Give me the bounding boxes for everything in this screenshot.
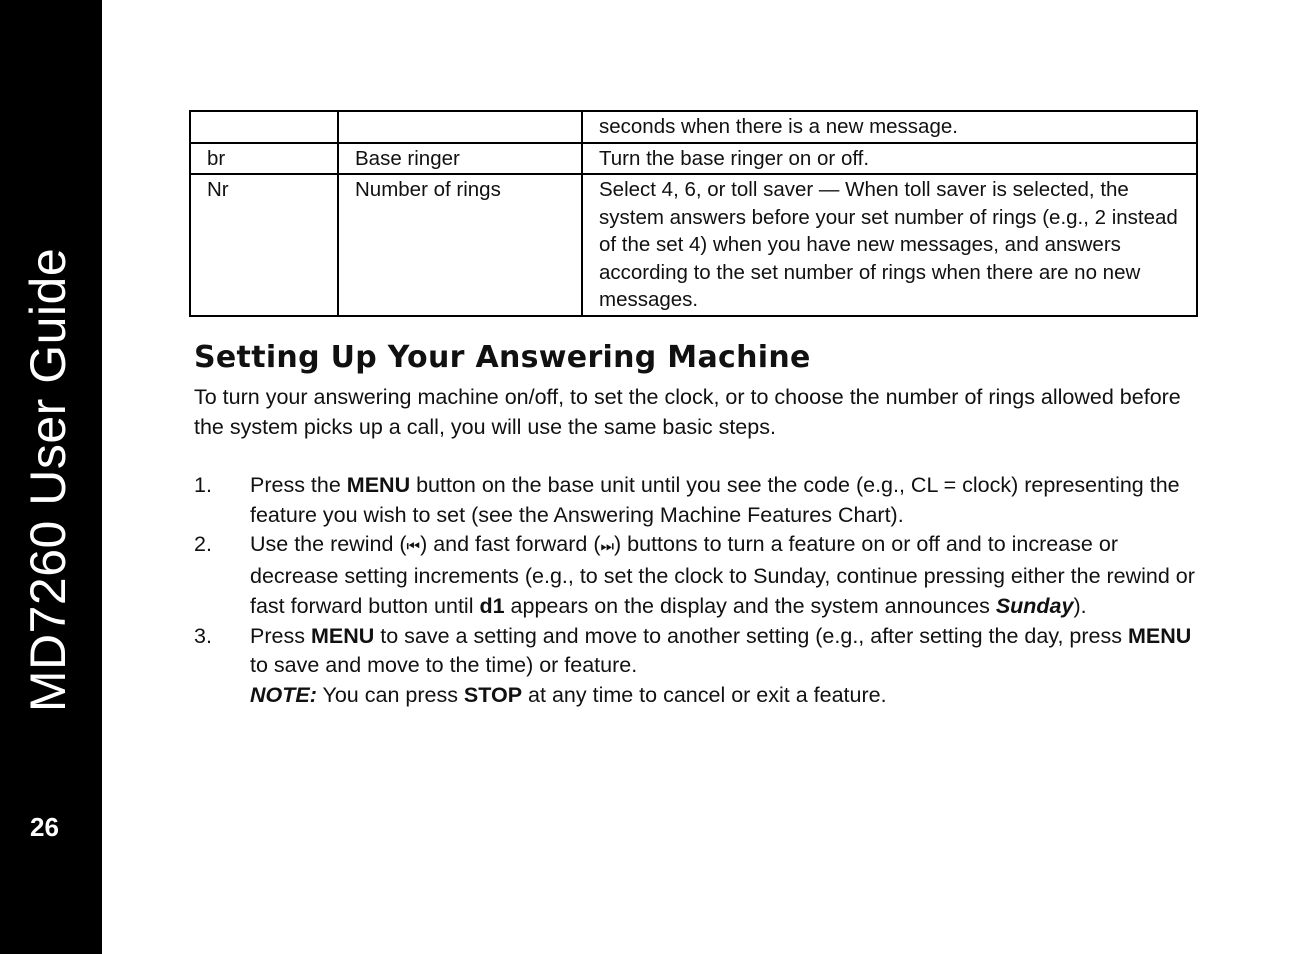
code-cell xyxy=(190,111,338,143)
table-row xyxy=(190,174,1197,316)
stop-key-label: STOP xyxy=(463,682,523,707)
menu-key-label: MENU xyxy=(346,473,411,497)
step-text: to save a setting and move to another setting (e.g., after setting the day, press xyxy=(374,623,1128,648)
features-table xyxy=(189,110,1198,317)
section-heading: Setting Up Your Answering Machine xyxy=(194,340,811,375)
announcement-text: Sunday xyxy=(995,593,1074,618)
section-intro: To turn your answering machine on/off, to set the clock, or to choose the number of rings allowed before the system picks up a call, you will use the same basic steps. xyxy=(194,385,1181,439)
description-cell: Turn the base ringer on or off. xyxy=(582,143,1197,175)
table-row xyxy=(190,111,1197,143)
menu-key-label: MENU xyxy=(1127,623,1192,648)
feature-cell: Base ringer xyxy=(338,143,582,175)
step-text: to save and move to the time) or feature. xyxy=(250,653,638,678)
steps-list xyxy=(194,471,1204,711)
step-number: 1. xyxy=(194,473,212,497)
sidebar xyxy=(0,0,102,954)
description-cell: Select 4, 6, or toll saver — When toll saver is selected, the system answers before your set number of rings (e.g., 2 instead of the set 4) when you have new messages, and answers according to the set number of rings when there are no new messages. xyxy=(582,174,1197,316)
description-cell: seconds when there is a new message. xyxy=(582,111,1197,143)
table-row xyxy=(190,143,1197,175)
step-text: button on the base unit until you see the code (e.g., CL = clock) representing the feature you wish to set (see the Answering Machine Features Chart). xyxy=(250,473,1180,527)
step-text: ) and fast forward ( xyxy=(420,532,601,557)
step-text: ). xyxy=(1073,593,1087,618)
feature-cell xyxy=(338,111,582,143)
step-text: Press xyxy=(250,623,311,648)
fast-forward-icon: ⏭ xyxy=(600,537,615,556)
list-item xyxy=(194,471,1204,530)
step-text: ) buttons to turn a feature on or off and to increase or decrease setting increments (e.g., to set the clock to Sunday, continue pressing either the rewind or fast forward button until xyxy=(250,532,1195,618)
step-number: 3. xyxy=(194,623,212,648)
page-number: 26 xyxy=(30,812,59,842)
note-text: You can press xyxy=(316,682,464,707)
note-text: at any time to cancel or exit a feature. xyxy=(522,682,887,707)
list-item xyxy=(194,530,1204,621)
code-cell: Nr xyxy=(190,174,338,316)
feature-cell: Number of rings xyxy=(338,174,582,316)
menu-key-label: MENU xyxy=(310,623,375,648)
step-text: appears on the display and the system announces xyxy=(504,593,996,618)
code-cell: br xyxy=(190,143,338,175)
list-item xyxy=(194,622,1204,711)
display-code: d1 xyxy=(479,593,505,618)
step-number: 2. xyxy=(194,532,212,557)
step-text: Use the rewind ( xyxy=(250,532,407,557)
guide-title: MD7260 User Guide xyxy=(20,247,76,713)
rewind-icon: ⏮ xyxy=(406,537,421,556)
note-label: NOTE: xyxy=(250,682,317,707)
step-text: Press the xyxy=(250,473,347,497)
